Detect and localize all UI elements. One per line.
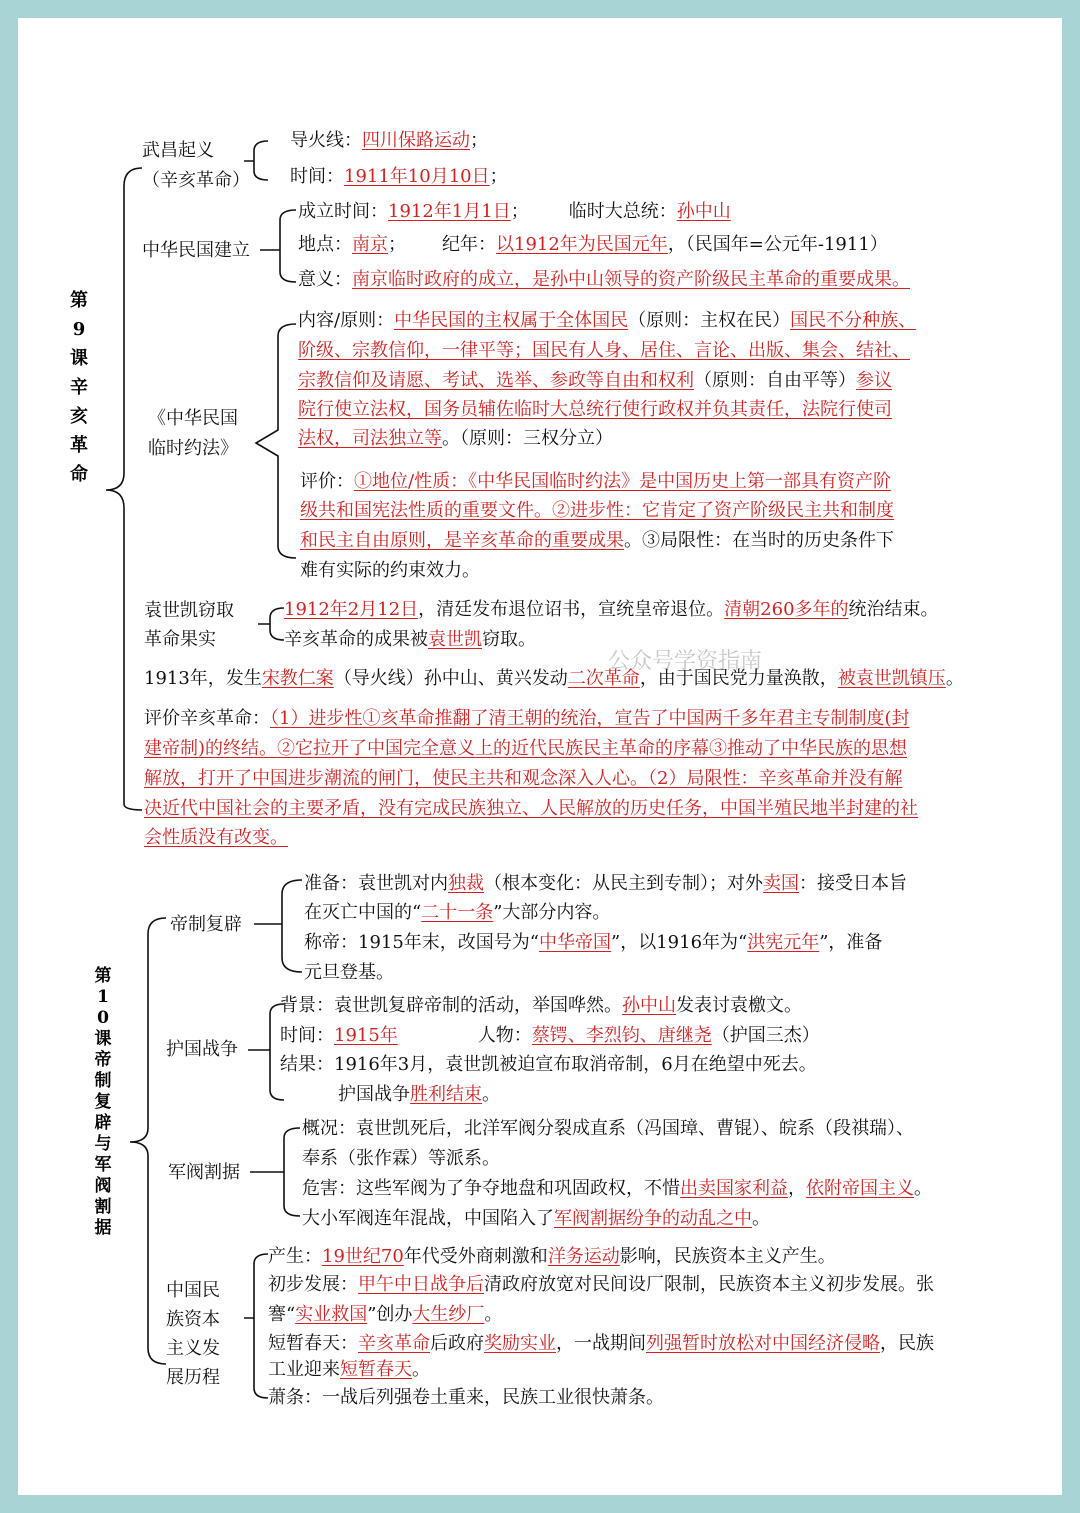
- capital-label-1: 中国民: [166, 1280, 220, 1301]
- event-1913: 1913年，发生宋教仁案（导火线）孙中山、黄兴发动二次革命，由于国民党力量涣散，被袁世凯镇压。: [144, 668, 964, 689]
- restoration-label: 帝制复辟: [170, 914, 242, 935]
- constitution-content-1: 内容/原则：中华民国的主权属于全体国民（原则：主权在民）国民不分种族、: [298, 310, 917, 331]
- evaluation-line-3: 解放，打开了中国进步潮流的闸门，使民主共和观念深入人心。（2）局限性：辛亥革命并没有解: [144, 768, 903, 789]
- roc-place: 地点：南京； 纪年：以1912年为民国元年，（民国年=公元年-1911）: [298, 234, 888, 255]
- huguo-end: 护国战争胜利结束。: [338, 1084, 500, 1105]
- yuan-line-2: 辛亥革命的成果被袁世凯窃取。: [284, 629, 536, 650]
- wuchang-fuse: 导火线：四川保路运动；: [290, 130, 488, 151]
- evaluation-line-1: 评价辛亥革命：（1）进步性①亥革命推翻了清王朝的统治，宣告了中国两千多年君主专制制度(封: [144, 708, 910, 729]
- warlords-overview-2: 奉系（张作霖）等派系。: [302, 1148, 500, 1169]
- constitution-content-4: 院行使立法权，国务员辅佐临时大总统行使行政权并负其责任，法院行使司: [298, 399, 892, 420]
- warlords-label: 军阀割据: [168, 1162, 240, 1183]
- constitution-content-3: 宗教信仰及请愿、考试、选举、参政等自由和权利（原则：自由平等）参议: [298, 370, 892, 391]
- lesson10-title: 第10课 帝制复辟与军阀割据: [94, 966, 129, 1238]
- capital-birth: 产生：19世纪70年代受外商刺激和洋务运动影响，民族资本主义产生。: [268, 1246, 836, 1267]
- restoration-emperor-2: 元旦登基。: [304, 962, 394, 983]
- wuchang-label: 武昌起义: [142, 140, 214, 161]
- constitution-eval-3: 和民主自由原则，是辛亥革命的重要成果。③局限性：在当时的历史条件下: [300, 530, 894, 551]
- evaluation-line-5: 会性质没有改变。: [144, 827, 288, 848]
- constitution-content-5: 法权，司法独立等。（原则：三权分立）: [298, 428, 613, 449]
- huguo-time: 时间：1915年 人物：蔡锷、李烈钧、唐继尧（护国三杰）: [280, 1025, 820, 1046]
- constitution-eval-2: 级共和国宪法性质的重要文件。②进步性：它肯定了资产阶级民主共和制度: [300, 500, 894, 521]
- wuchang-sublabel: （辛亥革命）: [142, 170, 250, 191]
- capital-label-2: 族资本: [166, 1309, 220, 1330]
- huguo-result: 结果：1916年3月，袁世凯被迫宣布取消帝制，6月在绝望中死去。: [280, 1054, 817, 1075]
- yuan-sublabel: 革命果实: [144, 629, 216, 650]
- lesson9-title: 第9课 辛亥革命: [70, 290, 106, 485]
- restoration-emperor-1: 称帝：1915年末，改国号为“中华帝国”，以1916年为“洪宪元年”，准备: [304, 932, 883, 953]
- yuan-line-1: 1912年2月12日，清廷发布退位诏书，宣统皇帝退位。清朝260多年的统治结束。: [284, 599, 939, 620]
- restoration-prep-2: 在灭亡中国的“二十一条”大部分内容。: [304, 902, 611, 923]
- evaluation-line-4: 决近代中国社会的主要矛盾，没有完成民族独立、人民解放的历史任务，中国半殖民地半封建的社: [144, 798, 918, 819]
- warlords-overview-1: 概况：袁世凯死后，北洋军阀分裂成直系（冯国璋、曹锟）、皖系（段祺瑞）、: [302, 1118, 914, 1139]
- huguo-label: 护国战争: [166, 1039, 238, 1060]
- capital-growth-2: 謇“实业救国”创办大生纱厂。: [268, 1304, 503, 1325]
- capital-label-4: 展历程: [166, 1367, 220, 1388]
- watermark: 公众号学资指南: [608, 649, 763, 674]
- constitution-sublabel: 临时约法》: [148, 438, 238, 459]
- roc-founded: 成立时间：1912年1月1日； 临时大总统：孙中山: [298, 201, 731, 222]
- warlords-chaos: 大小军阀连年混战，中国陷入了军阀割据纷争的动乱之中。: [302, 1208, 770, 1229]
- capital-decline: 萧条：一战后列强卷土重来，民族工业很快萧条。: [268, 1387, 664, 1408]
- capital-spring-1: 短暂春天：辛亥革命后政府奖励实业，一战期间列强暂时放松对中国经济侵略，民族: [268, 1333, 934, 1354]
- constitution-eval-1: 评价：①地位/性质：《中华民国临时约法》是中国历史上第一部具有资产阶: [300, 471, 892, 492]
- wuchang-time: 时间：1911年10月10日；: [290, 166, 508, 187]
- notes-sheet: [18, 18, 1062, 1495]
- evaluation-line-2: 建帝制)的终结。②它拉开了中国完全意义上的近代民族民主革命的序幕③推动了中华民族的思想: [144, 738, 908, 759]
- roc-label: 中华民国建立: [142, 240, 250, 261]
- huguo-background: 背景：袁世凯复辟帝制的活动，举国哗然。孙中山发表讨袁檄文。: [280, 995, 802, 1016]
- capital-label-3: 主义发: [166, 1338, 220, 1359]
- capital-growth-1: 初步发展：甲午中日战争后清政府放宽对民间设厂限制，民族资本主义初步发展。张: [268, 1274, 934, 1295]
- restoration-prep-1: 准备：袁世凯对内独裁（根本变化：从民主到专制）；对外卖国：接受日本旨: [304, 873, 907, 894]
- constitution-label: 《中华民国: [148, 408, 238, 429]
- roc-meaning: 意义：南京临时政府的成立，是孙中山领导的资产阶级民主革命的重要成果。: [298, 269, 910, 290]
- capital-spring-2: 工业迎来短暂春天。: [268, 1359, 430, 1380]
- constitution-eval-4: 难有实际的约束效力。: [300, 560, 480, 581]
- yuan-label: 袁世凯窃取: [144, 600, 234, 621]
- warlords-harm: 危害：这些军阀为了争夺地盘和巩固政权，不惜出卖国家利益，依附帝国主义。: [302, 1178, 932, 1199]
- constitution-content-2: 阶级、宗教信仰，一律平等；国民有人身、居住、言论、出版、集会、结社、: [298, 340, 910, 361]
